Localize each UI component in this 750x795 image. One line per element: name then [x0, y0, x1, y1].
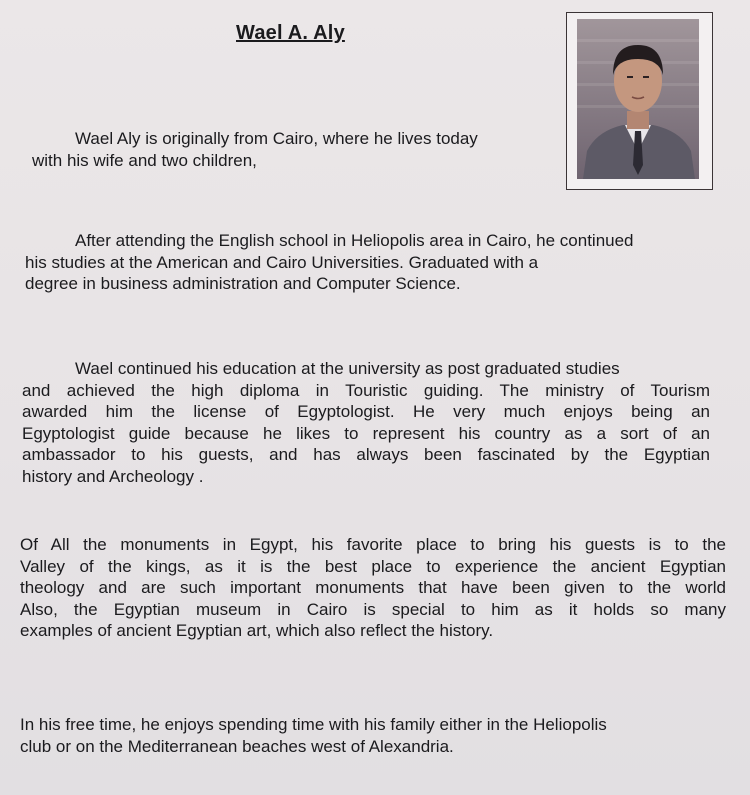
paragraph-line: club or on the Mediterranean beaches west of Alexandria.	[20, 736, 454, 756]
paragraph-free-time	[20, 714, 730, 757]
paragraph-line: Valley of the kings, as it is the best place to experience the ancient Egyptian	[20, 556, 726, 576]
paragraph-line: degree in business administration and Computer Science.	[25, 274, 461, 294]
paragraph-line: and achieved the high diploma in Touristic guiding. The ministry of Tourism	[22, 380, 710, 400]
paragraph-line: Egyptologist guide because he likes to represent his country as a sort of an	[22, 423, 710, 443]
paragraph-monuments	[20, 534, 726, 642]
paragraph-line: awarded him the license of Egyptologist. He very much enjoys being an	[22, 402, 710, 422]
paragraph-line: Wael Aly is originally from Cairo, where he lives today	[75, 129, 478, 148]
document-title: Wael A. Aly	[236, 22, 345, 44]
paragraph-line: Wael continued his education at the university as post graduated studies	[75, 359, 620, 378]
paragraph-line: ambassador to his guests, and has always been fascinated by the Egyptian	[22, 445, 710, 465]
paragraph-line: his studies at the American and Cairo Universities. Graduated with a	[25, 252, 539, 272]
paragraph-line: history and Archeology .	[22, 466, 204, 486]
paragraph-line: Of All the monuments in Egypt, his favorite place to bring his guests is to the	[20, 535, 726, 554]
paragraph-line: examples of ancient Egyptian art, which also reflect the history.	[20, 621, 494, 641]
paragraph-line: After attending the English school in Heliopolis area in Cairo, he continued	[75, 231, 634, 250]
paragraph-line: Also, the Egyptian museum in Cairo is special to him as it holds so many	[20, 599, 726, 619]
paragraph-education	[22, 230, 722, 295]
paragraph-egyptologist	[22, 358, 710, 488]
paragraph-intro	[22, 128, 730, 171]
paragraph-line: In his free time, he enjoys spending time with his family either in the Heliopolis	[20, 715, 607, 734]
paragraph-line: theology and are such important monuments that have been given to the world	[20, 578, 726, 598]
paragraph-line: with his wife and two children,	[32, 150, 257, 170]
